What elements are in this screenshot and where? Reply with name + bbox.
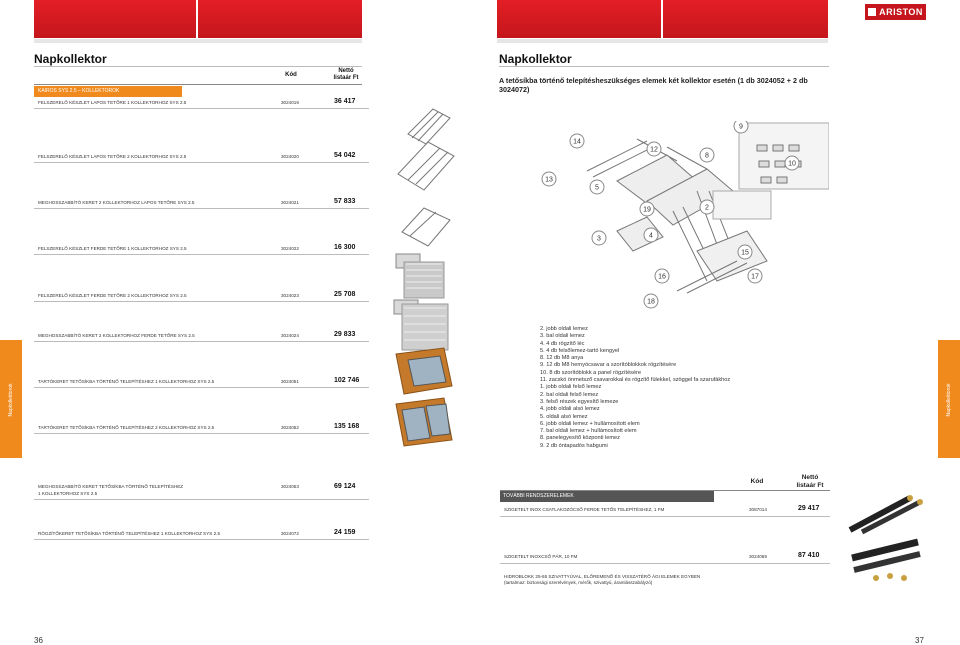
left-side-tab-label: Napkollektorok: [8, 383, 14, 417]
left-title-rule: [34, 66, 362, 67]
product-row: [500, 552, 830, 564]
product-price: 36 417: [334, 98, 356, 105]
product-name: SZIGETELT INOXCSŐ PÁR, 10 FM: [504, 554, 578, 559]
left-col-price-header: [326, 68, 366, 82]
left-section-header: KAIROS SYS 2.5 – KOLLEKTOROK: [34, 86, 182, 97]
left-grey-strip: [34, 39, 362, 43]
product-price: 69 124: [334, 483, 356, 490]
right-col-price-line1: Nettó: [801, 474, 819, 481]
callout-label: 8: [705, 152, 709, 160]
right-col-code-header: Kód: [750, 478, 764, 485]
product-price: 24 159: [334, 529, 356, 536]
product-name: MEGHOSSZABBÍTÓ KERET 2 KOLLEKTORHOZ FERDE TETŐRE SYS 2.5: [38, 333, 195, 338]
parts-list-item: 3. felső részek egyesítő lemeze: [540, 398, 619, 405]
product-price: 25 708: [334, 291, 356, 298]
parts-list-item: 8. 12 db M8 anya: [540, 355, 584, 362]
product-code: 3024023: [281, 293, 299, 298]
product-name: MEGHOSSZABBÍTÓ KERET TETŐSÍKBA TÖRTÉNŐ TELEPÍTÉSHEZ: [38, 484, 184, 489]
parts-list-item: 1. jobb oldali felső lemez: [540, 384, 602, 391]
further-components-header: TOVÁBBI RENDSZERELEMEK: [500, 491, 714, 502]
left-col-price-line2: listaár Ft: [333, 75, 359, 81]
parts-list-item: 5. 4 db felsőlemez-tartó kengyel: [540, 347, 620, 354]
left-top-bar-2: [198, 0, 362, 38]
right-page-number: 37: [915, 636, 924, 645]
parts-list-item: 2. jobb oldali lemez: [540, 326, 588, 332]
product-price: 57 833: [334, 198, 356, 205]
product-code: 3024052: [281, 425, 299, 430]
callout-label: 13: [545, 176, 553, 184]
callout-label: 19: [643, 206, 651, 214]
product-name: TARTÓKERET TETŐSÍKBA TÖRTÉNŐ TELEPÍTÉSHEZ 1 KOLLEKTORHOZ SYS 2.5: [38, 379, 215, 384]
product-code: 3024053: [281, 484, 299, 489]
left-page-title: Napkollektor: [34, 52, 107, 66]
product-code: 3024022: [281, 246, 299, 251]
product-name: MEGHOSSZABBÍTÓ KERET 2 KOLLEKTORHOZ LAPOS TETŐRE SYS 2.5: [38, 200, 195, 205]
callout-label: 15: [741, 249, 749, 257]
product-price: 87 410: [798, 552, 820, 559]
callout-label: 17: [751, 273, 759, 281]
parts-list-item: 11. zacskó önmetsző csavarokkal és rögzítő fülekkel, szöggel fa szarufákhoz: [540, 377, 731, 384]
hydroblock-subtitle: (tartalmaz: biztonsági szerelvények, mérők, szivattyú, áramlásszabályzó): [504, 580, 653, 585]
product-code: 3087014: [749, 507, 767, 512]
left-top-bar: [34, 0, 196, 38]
product-code: 3024020: [281, 154, 299, 159]
product-price: 29 417: [798, 505, 820, 512]
right-top-bar: [497, 0, 661, 38]
product-code: 3024021: [281, 200, 299, 205]
parts-list-item: 4. jobb oldali alsó lemez: [540, 406, 600, 413]
product-name-line2: 1 KOLLEKTORHOZ SYS 2.5: [38, 491, 98, 496]
product-name: FELSZERELŐ KÉSZLET LAPOS TETŐRE 2 KOLLEKTORHOZ SYS 2.5: [38, 154, 187, 159]
product-name: TARTÓKERET TETŐSÍKBA TÖRTÉNŐ TELEPÍTÉSHEZ 2 KOLLEKTORHOZ SYS 2.5: [38, 425, 215, 430]
parts-list-item: 5. oldali alsó lemez: [540, 413, 588, 420]
product-code: 3024051: [281, 379, 299, 384]
product-code: 3024024: [281, 333, 299, 338]
parts-list-item: 8. panelegyesítő központi lemez: [540, 435, 620, 442]
hydroblock-title: HIDROBLOKK 25-65 SZIVATTYÚVAL, ELŐREMENŐ ÉS VISSZATÉRŐ ÁGI ELEMEK EGYBEN: [504, 574, 701, 579]
parts-list-item: 3. bal oldali lemez: [540, 333, 585, 340]
left-col-price-line1: Nettó: [338, 68, 354, 74]
parts-list: [540, 326, 730, 450]
product-name: SZIGETELT INOX CSATLAKOZÓCSŐ FERDE TETŐS TELEPÍTÉSHEZ, 1 FM: [504, 507, 665, 512]
callout-label: 9: [739, 123, 743, 131]
callout-label: 10: [788, 160, 796, 168]
left-col-code-header: Kód: [285, 72, 297, 78]
product-code: 3024069: [749, 554, 767, 559]
right-grey-strip: [497, 39, 828, 43]
product-code: 3024019: [281, 100, 299, 105]
product-row: [34, 528, 369, 540]
ariston-logo: [864, 3, 927, 21]
right-top-bar-2: [663, 0, 828, 38]
right-col-price-header: [790, 474, 830, 490]
product-price: 54 042: [334, 152, 356, 159]
right-title-rule: [499, 66, 829, 67]
callout-label: 3: [597, 235, 601, 243]
callout-label: 5: [595, 184, 599, 192]
product-name: FELSZERELŐ KÉSZLET LAPOS TETŐRE 1 KOLLEKTORHOZ SYS 2.5: [38, 100, 187, 105]
parts-list-item: 4. 4 db rögzítő léc: [540, 340, 585, 347]
right-side-tab: [938, 340, 960, 458]
product-row: [34, 482, 369, 500]
right-page-title: Napkollektor: [499, 52, 572, 66]
product-price: 16 300: [334, 244, 356, 251]
callout-label: 14: [573, 138, 581, 146]
product-row: [34, 290, 369, 302]
parts-list-item: 10. 8 db szorítóblokk a panel rögzítésére: [540, 369, 642, 376]
parts-list-item: 7. bal oldali lemez + hullámosított elem: [540, 428, 637, 435]
product-row: [34, 422, 369, 434]
left-page-number: 36: [34, 636, 43, 645]
product-row: [500, 505, 830, 517]
mounting-frame-image: [388, 104, 460, 464]
parts-list-item: 9. 2 db óntapadós habgumi: [540, 442, 608, 449]
left-side-tab: [0, 340, 22, 458]
product-code: 3024072: [281, 531, 299, 536]
product-price: 29 833: [334, 331, 356, 338]
parts-list-item: 2. bal oldali felső lemez: [540, 391, 599, 398]
parts-list-item: 9. 12 db M8 hernyócsavar a szorítóblokkok rögzítésére: [540, 362, 677, 369]
logo-text: ARISTON: [879, 7, 923, 17]
callout-label: 16: [658, 273, 666, 281]
product-row: [34, 151, 369, 163]
product-row: [34, 197, 369, 209]
pipe-pair-image: [846, 536, 930, 584]
ariston-logo-icon: [868, 8, 876, 16]
left-header-rule: [34, 84, 362, 85]
callout-label: 4: [649, 232, 653, 240]
product-price: 135 168: [334, 423, 360, 430]
callout-label: 18: [647, 298, 655, 306]
product-row: [34, 243, 369, 255]
product-name: FELSZERELŐ KÉSZLET FERDE TETŐRE 2 KOLLEKTORHOZ SYS 2.5: [38, 293, 187, 298]
callout-label: 2: [705, 204, 709, 212]
assembly-exploded-diagram: [497, 121, 829, 311]
callout-label: 12: [650, 146, 658, 154]
product-name: RÖGZÍTŐKERET TETŐSÍKBA TÖRTÉNŐ TELEPÍTÉSHEZ 1 KOLLEKTORHOZ SYS 2.5: [38, 531, 221, 536]
product-price: 102 746: [334, 377, 360, 384]
product-name: FELSZERELŐ KÉSZLET FERDE TETŐRE 1 KOLLEKTORHOZ SYS 2.5: [38, 246, 187, 251]
assembly-description: A tetősíkba történő telepítésheszükséges elemek két kollektor esetén (1 db 3024052 + 2 db 3024072): [499, 76, 808, 94]
parts-list-item: 6. jobb oldali lemez + hullámosított elem: [540, 420, 640, 427]
product-row: [34, 97, 369, 109]
product-row: [34, 330, 369, 342]
right-col-price-line2: listaár Ft: [796, 482, 824, 489]
product-row: [34, 376, 369, 388]
right-side-tab-label: Napkollektorok: [946, 383, 952, 417]
insulated-pipe-image: [840, 490, 930, 536]
